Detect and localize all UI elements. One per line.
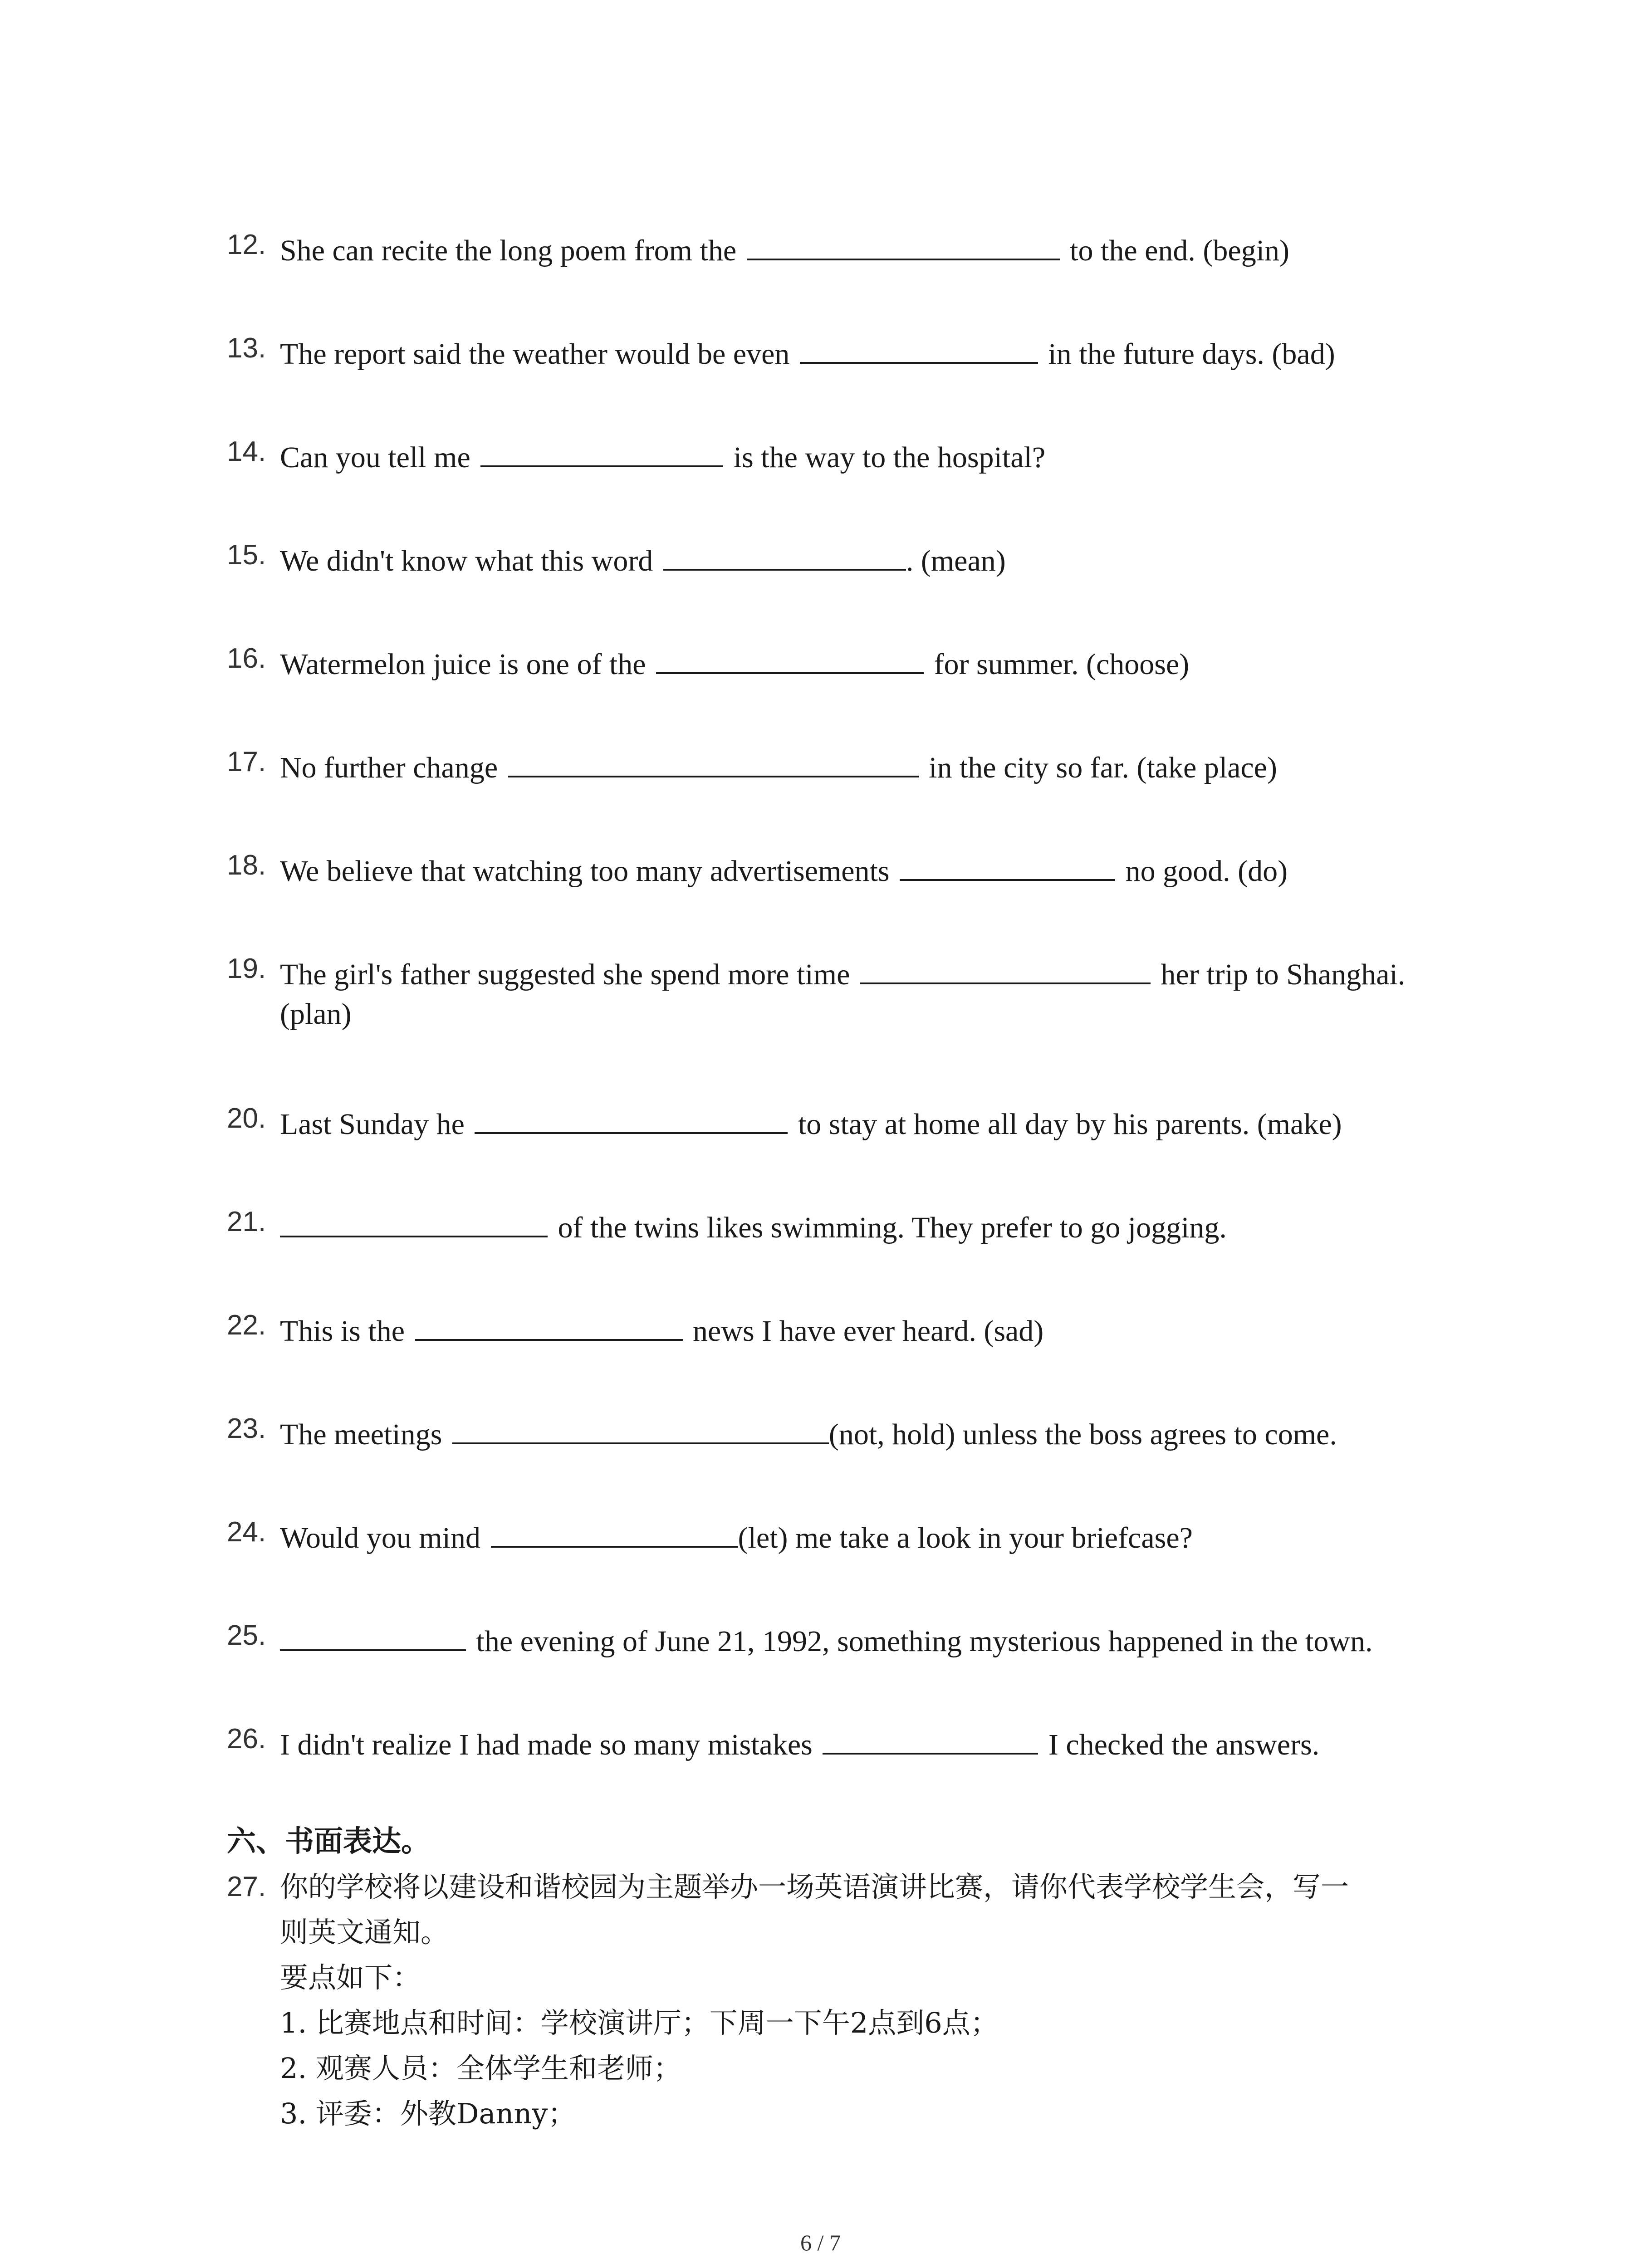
question-number: 25.	[227, 1620, 266, 1651]
question-text	[280, 1510, 1193, 1561]
question-number: 14.	[227, 436, 266, 467]
question-text-after: to stay at home all day by his parents. (make)	[798, 1108, 1342, 1141]
question-text-after: news I have ever heard. (sad)	[693, 1315, 1044, 1348]
question-text	[280, 739, 1277, 791]
prompt-line: 则英文通知。	[280, 1916, 449, 1949]
question-number: 12.	[227, 229, 266, 260]
question-text-before: The meetings	[280, 1418, 442, 1451]
question-text-before: Watermelon juice is one of the	[280, 648, 646, 681]
prompt-point: 2. 观赛人员：全体学生和老师；	[280, 2052, 681, 2085]
question-text	[280, 843, 1288, 894]
question-text-after: in the future days. (bad)	[1048, 337, 1335, 371]
question-text-after: her trip to Shanghai.	[1161, 958, 1406, 991]
answer-blank[interactable]	[900, 843, 1115, 881]
section-title-writing: 六、书面表达。	[227, 1824, 430, 1858]
question-text-before: This is the	[280, 1315, 405, 1348]
question-text-after: (not, hold) unless the boss agrees to come.	[828, 1418, 1337, 1451]
answer-blank[interactable]	[452, 1406, 829, 1444]
question-text	[280, 1303, 1043, 1354]
question-text-before: No further change	[280, 751, 498, 784]
question-text-before: Can you tell me	[280, 441, 470, 474]
question-text-before: The girl's father suggested she spend more time	[280, 958, 850, 991]
question-number: 26.	[227, 1723, 266, 1755]
answer-blank[interactable]	[480, 429, 723, 467]
question-text-after: in the city so far. (take place)	[929, 751, 1277, 784]
question-text-before: We didn't know what this word	[280, 544, 653, 577]
question-text	[280, 1716, 1319, 1768]
question-text-after: is the way to the hospital?	[733, 441, 1046, 474]
answer-blank[interactable]	[800, 326, 1038, 364]
question-text-before: Last Sunday he	[280, 1108, 465, 1141]
question-number: 13.	[227, 332, 266, 364]
question-text	[280, 326, 1335, 377]
question-text-after: (let) me take a look in your briefcase?	[738, 1521, 1193, 1554]
question-number: 17.	[227, 746, 266, 777]
question-text-after: . (mean)	[906, 544, 1006, 577]
question-text	[280, 1613, 1373, 1664]
question-text	[280, 1096, 1342, 1147]
question-number: 23.	[227, 1413, 266, 1444]
answer-blank[interactable]	[280, 1199, 548, 1237]
question-text-after: to the end. (begin)	[1070, 234, 1290, 267]
question-text-before: She can recite the long poem from the	[280, 234, 737, 267]
question-text	[280, 636, 1189, 687]
question-number: 22.	[227, 1310, 266, 1341]
answer-blank[interactable]	[747, 222, 1060, 260]
question-text-after: of the twins likes swimming. They prefer to go jogging.	[558, 1211, 1227, 1244]
question-text-continued: (plan)	[280, 997, 352, 1031]
prompt-point: 3. 评委：外教Danny；	[280, 2097, 576, 2130]
prompt-line: 要点如下：	[280, 1961, 421, 1994]
question-text	[280, 1406, 1337, 1457]
prompt-point: 1. 比赛地点和时间：学校演讲厅；下周一下午2点到6点；	[280, 2006, 999, 2039]
question-text-after: no good. (do)	[1125, 855, 1288, 888]
answer-blank[interactable]	[280, 1613, 466, 1651]
question-number: 24.	[227, 1516, 266, 1548]
question-number: 15.	[227, 539, 266, 571]
question-number: 27.	[227, 1871, 266, 1902]
answer-blank[interactable]	[823, 1716, 1038, 1755]
question-number: 16.	[227, 643, 266, 674]
question-text-after: for summer. (choose)	[934, 648, 1190, 681]
question-text-after: the evening of June 21, 1992, something mysterious happened in the town.	[476, 1625, 1373, 1658]
answer-blank[interactable]	[475, 1096, 788, 1134]
answer-blank[interactable]	[663, 533, 906, 571]
answer-blank[interactable]	[656, 636, 924, 674]
page-number: 6 / 7	[800, 2230, 841, 2255]
answer-blank[interactable]	[508, 739, 919, 777]
question-text	[280, 222, 1289, 274]
question-number: 18.	[227, 850, 266, 881]
question-text-after: I checked the answers.	[1048, 1728, 1320, 1761]
question-text-before: I didn't realize I had made so many mistakes	[280, 1728, 813, 1761]
prompt-line: 你的学校将以建设和谐校园为主题举办一场英语演讲比赛，请你代表学校学生会，写一	[280, 1870, 1349, 1903]
answer-blank[interactable]	[415, 1303, 683, 1341]
question-number: 21.	[227, 1206, 266, 1237]
answer-blank[interactable]	[491, 1510, 738, 1548]
answer-blank[interactable]	[860, 946, 1151, 984]
question-number: 19.	[227, 953, 266, 984]
question-text	[280, 533, 1006, 584]
question-text	[280, 429, 1045, 480]
question-text-before: The report said the weather would be even	[280, 337, 790, 371]
question-text	[280, 1199, 1227, 1251]
question-text-before: Would you mind	[280, 1521, 481, 1554]
question-text	[280, 946, 1405, 997]
question-text-before: We believe that watching too many advertisements	[280, 855, 890, 888]
question-number: 20.	[227, 1103, 266, 1134]
